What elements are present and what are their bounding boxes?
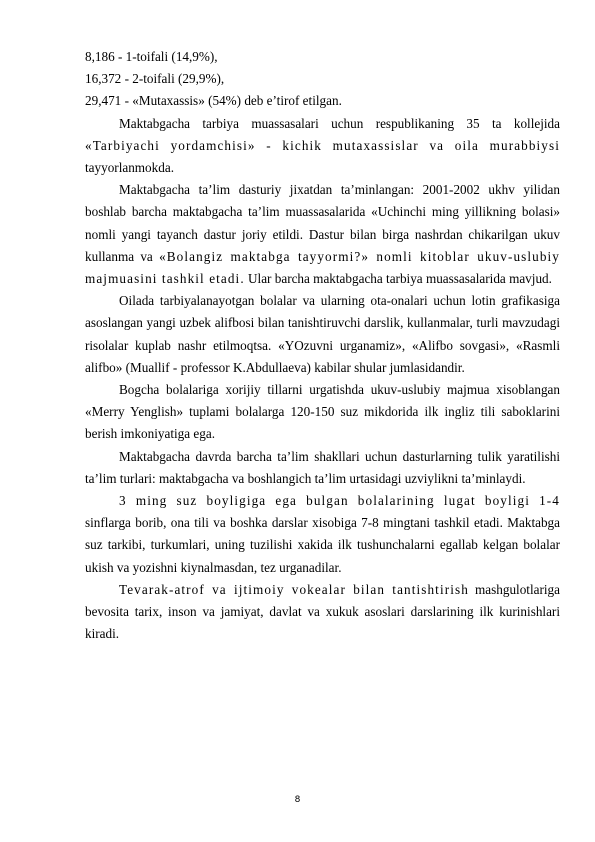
paragraph-text: Oilada tarbiyalanayotgan bolalar va ularning ota-onalari uchun lotin grafikasiga asoslangan yangi uzbek alifbosi bilan tanishtiruvchi darslik, kullanmalar, turli mavzudagi risolalar kuplab nashr etilmoqtsa. «YOzuvni urganamiz», «Alifbo sovgasi», «Rasmli alifbo» (Muallif - professor K.Abdullaeva) kabilar shular jumlasidandir. (85, 293, 560, 375)
document-page (85, 46, 560, 645)
emphasized-text: «Bolangiz maktabga tayyormi?» nomli kitoblar ukuv-uslubiy majmuasini tashkil etadi. (85, 248, 560, 287)
paragraph-text: tayyorlanmokda. (85, 160, 174, 176)
paragraph-uzviylik (85, 446, 560, 490)
paragraph-dastur (85, 179, 560, 290)
stat-line-3: 29,471 - «Mutaxassis» (54%) deb e’tirof etilgan. (85, 93, 342, 109)
paragraph-text: Bogcha bolalariga xorijiy tillarni urgatishda ukuv-uslubiy majmua xisoblangan «Merry Yenglish» tuplami bolalarga 120-150 suz mikdorida ilk ingliz tili saboklarini berish imkoniyatiga ega. (85, 382, 560, 442)
paragraph-oilada (85, 290, 560, 379)
stat-line-2: 16,372 - 2-toifali (29,9%), (85, 71, 225, 87)
paragraph-tevarak (85, 579, 560, 646)
emphasized-text: 3 ming suz boyligiga ega bulgan bolalarining lugat boyligi 1-4 (119, 493, 560, 509)
paragraph-text: Ular barcha maktabgacha tarbiya muassasalarida mavjud. (244, 271, 552, 287)
paragraph-text: mashgulotlariga bevosita tarix, inson va jamiyat, davlat va xukuk asoslari darslarining ilk kurinishlari kiradi. (85, 581, 560, 642)
paragraph-bogcha (85, 379, 560, 446)
paragraph-text: Maktabgacha tarbiya muassasalari uchun respublikaning 35 ta kollejida (119, 115, 560, 131)
emphasized-text: «Tarbiyachi yordamchisi» - kichik mutaxassislar va oila murabbiysi (85, 137, 560, 153)
paragraph-text: Maktabgacha ta’lim dasturiy jixatdan ta’minlangan: 2001-2002 ukhv yilidan boshlab barcha maktabgacha ta’lim muassasalarida «Uchinchi ming yillikning bolasi» nomli yangi tayanch dastur joriy etildi. Dastur bilan birga nashrdan chikarilgan ukuv kullanma va (85, 182, 560, 264)
emphasized-text: Tevarak-atrof va ijtimoiy vokealar bilan tantishtirish (119, 581, 469, 597)
paragraph-text: sinflarga borib, ona tili va boshka darslar xisobiga 7-8 mingtani tashkil etadi. Maktabga suz tarkibi, turkumlari, uning tuzilishi xakida ilk tushunchalarni egallab kelgan bolalar ukish va yozishni kiynalmasdan, tez urganadilar. (85, 515, 560, 575)
stat-line-1: 8,186 - 1-toifali (14,9%), (85, 49, 218, 64)
paragraph-kollej (85, 113, 560, 180)
paragraph-text: Maktabgacha davrda barcha ta’lim shakllari uchun dasturlarning tulik yaratilishi ta’lim turlari: maktabgacha va boshlangich ta’lim urtasidagi uzviylikni ta’minlaydi. (85, 448, 560, 486)
page-number: 8 (294, 795, 301, 805)
paragraph-lugat (85, 490, 560, 579)
